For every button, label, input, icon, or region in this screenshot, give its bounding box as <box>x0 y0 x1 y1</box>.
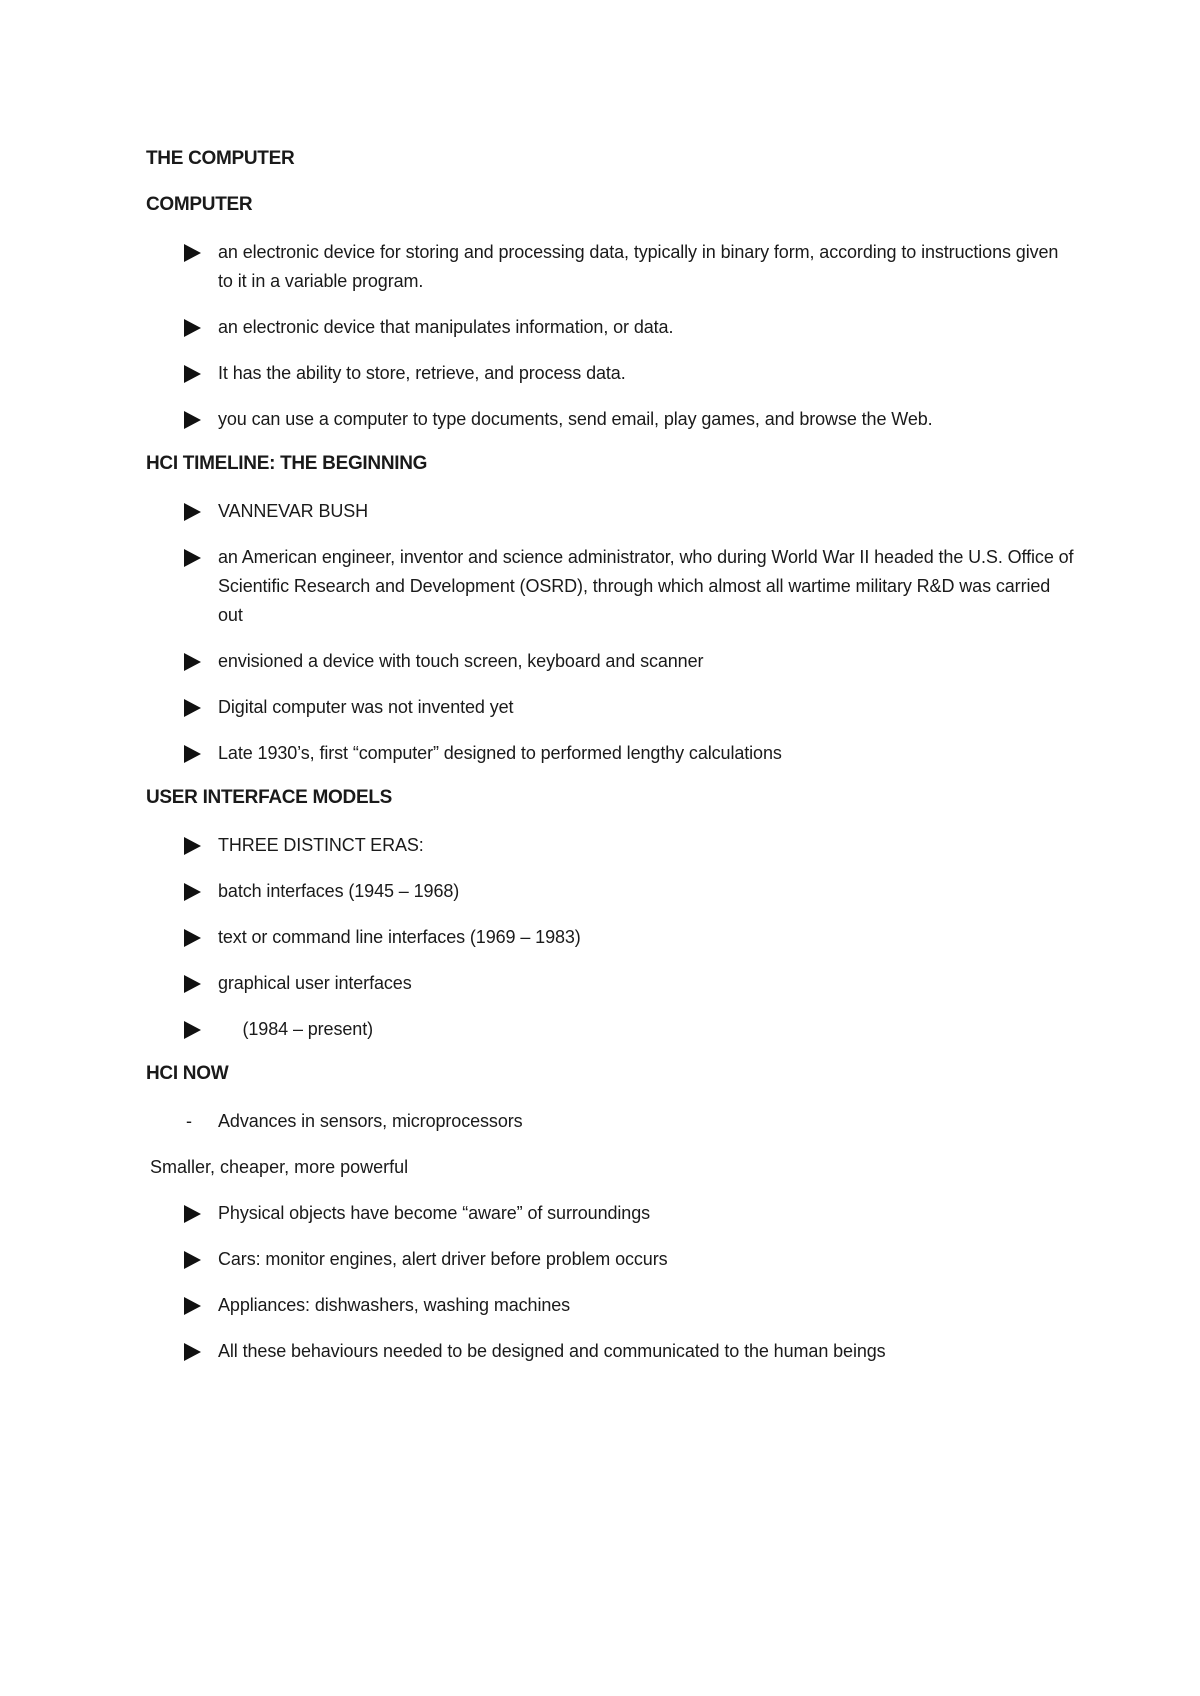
bullet-text: All these behaviours needed to be designed and communicated to the human beings <box>218 1341 886 1361</box>
bullet-text: an electronic device that manipulates information, or data. <box>218 317 674 337</box>
list-item <box>146 1337 1076 1366</box>
bullet-text: Advances in sensors, microprocessors <box>218 1111 523 1131</box>
bullet-text: Cars: monitor engines, alert driver before problem occurs <box>218 1249 668 1269</box>
arrow-bullet-icon <box>184 699 201 717</box>
heading-user-interface-models: USER INTERFACE MODELS <box>146 787 392 808</box>
list-item <box>146 923 1076 952</box>
heading-the-computer: THE COMPUTER <box>146 148 295 169</box>
bullet-text: It has the ability to store, retrieve, and process data. <box>218 363 626 383</box>
list-item <box>146 1245 1076 1274</box>
arrow-bullet-icon <box>184 319 201 337</box>
arrow-bullet-icon <box>184 929 201 947</box>
list-item <box>146 359 1076 388</box>
dash-list-item <box>146 1107 1076 1136</box>
computer-bullet-list <box>146 238 1076 434</box>
bullet-text: Appliances: dishwashers, washing machines <box>218 1295 571 1315</box>
bullet-text: Late 1930’s, first “computer” designed to performed lengthy calculations <box>218 743 782 763</box>
arrow-bullet-icon <box>184 1205 201 1223</box>
arrow-bullet-icon <box>184 837 201 855</box>
bullet-text: Physical objects have become “aware” of surroundings <box>218 1203 651 1223</box>
list-item <box>146 647 1076 676</box>
arrow-bullet-icon <box>184 1251 201 1269</box>
heading-hci-timeline: HCI TIMELINE: THE BEGINNING <box>146 453 428 474</box>
heading-computer: COMPUTER <box>146 194 253 215</box>
list-item <box>146 238 1076 296</box>
plain-text-line: Smaller, cheaper, more powerful <box>150 1157 409 1177</box>
dash-marker: - <box>186 1111 192 1131</box>
arrow-bullet-icon <box>184 1021 201 1039</box>
document-content <box>146 146 1076 1383</box>
hci-now-bullet-list <box>146 1199 1076 1366</box>
bullet-text: VANNEVAR BUSH <box>218 501 369 521</box>
arrow-bullet-icon <box>184 1343 201 1361</box>
list-item <box>146 405 1076 434</box>
list-item <box>146 877 1076 906</box>
arrow-bullet-icon <box>184 883 201 901</box>
bullet-text: Digital computer was not invented yet <box>218 697 514 717</box>
arrow-bullet-icon <box>184 549 201 567</box>
bullet-text: batch interfaces (1945 – 1968) <box>218 881 460 901</box>
arrow-bullet-icon <box>184 365 201 383</box>
arrow-bullet-icon <box>184 503 201 521</box>
list-item <box>146 969 1076 998</box>
list-item <box>146 1199 1076 1228</box>
bullet-text: text or command line interfaces (1969 – 1983) <box>218 927 581 947</box>
list-item <box>146 543 1076 630</box>
arrow-bullet-icon <box>184 975 201 993</box>
ui-models-bullet-list <box>146 831 1076 1044</box>
timeline-bullet-list <box>146 497 1076 768</box>
arrow-bullet-icon <box>184 411 201 429</box>
arrow-bullet-icon <box>184 745 201 763</box>
hci-now-dash-list <box>146 1107 1076 1136</box>
bullet-text: graphical user interfaces <box>218 973 412 993</box>
bullet-text: an American engineer, inventor and science administrator, who during World War II headed the U.S. Office of Scientific Research and Development (OSRD), through which almost all wartime military R&D was carried out <box>218 547 1074 625</box>
bullet-text: THREE DISTINCT ERAS: <box>218 835 424 855</box>
list-item <box>146 693 1076 722</box>
list-item <box>146 313 1076 342</box>
list-item <box>146 497 1076 526</box>
bullet-text: envisioned a device with touch screen, keyboard and scanner <box>218 651 704 671</box>
arrow-bullet-icon <box>184 1297 201 1315</box>
bullet-text: (1984 – present) <box>218 1019 373 1039</box>
heading-hci-now: HCI NOW <box>146 1063 229 1084</box>
list-item <box>146 739 1076 768</box>
arrow-bullet-icon <box>184 244 201 262</box>
list-item <box>146 1015 1076 1044</box>
list-item <box>146 1291 1076 1320</box>
list-item <box>146 831 1076 860</box>
bullet-text: you can use a computer to type documents, send email, play games, and browse the Web. <box>218 409 933 429</box>
bullet-text: an electronic device for storing and processing data, typically in binary form, according to instructions given to it in a variable program. <box>218 242 1059 291</box>
arrow-bullet-icon <box>184 653 201 671</box>
